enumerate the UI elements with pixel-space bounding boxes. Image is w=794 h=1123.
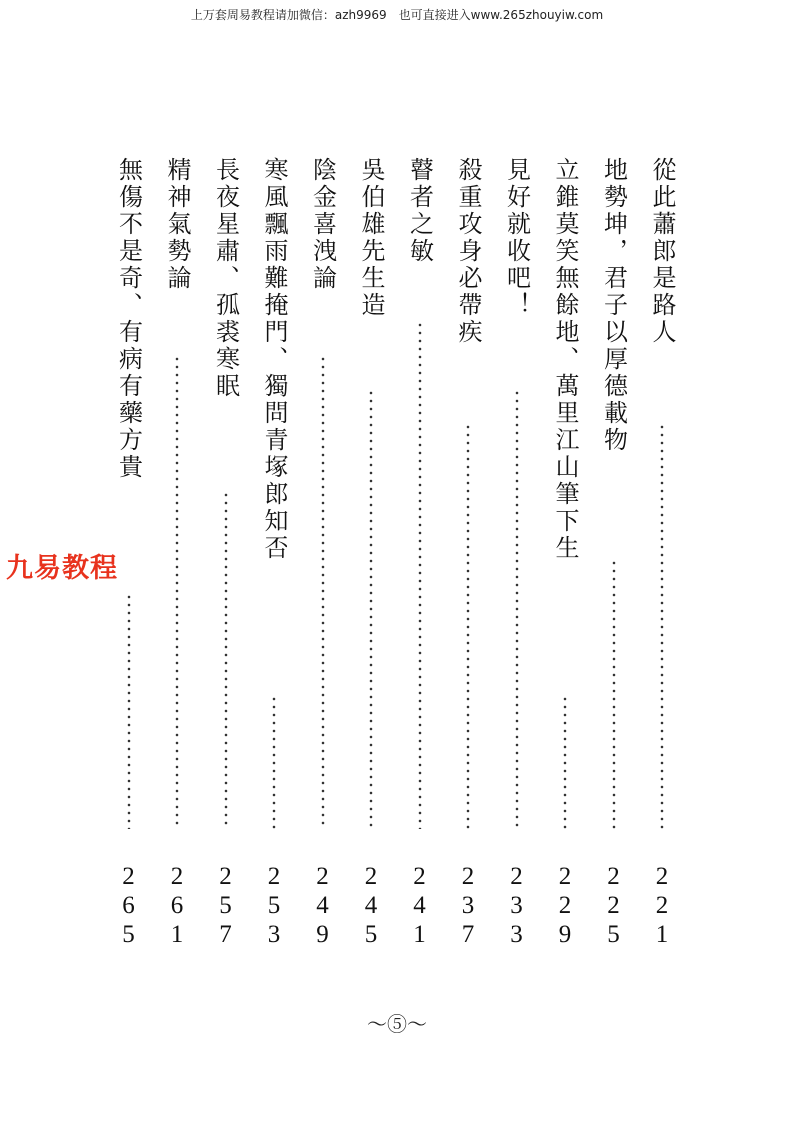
page-digit: 5 — [219, 892, 232, 919]
page-digit: 9 — [558, 921, 572, 948]
toc-entry-title: 立錐莫笑無餘地、萬里江山筆下生 — [551, 157, 579, 562]
toc-entry-page-number — [451, 862, 485, 949]
page-digit: 4 — [364, 892, 378, 919]
toc-entry — [403, 157, 437, 947]
toc-dot-leader — [514, 389, 520, 829]
toc-entry-title: 殺重攻身必帶疾 — [454, 157, 482, 346]
toc-entry-title: 地勢坤，君子以厚德載物 — [599, 157, 628, 454]
page-digit: 7 — [461, 921, 475, 948]
page-number-footer: ～⑤～ — [367, 1012, 427, 1036]
page-digit: 9 — [316, 921, 329, 948]
toc-entry-page-number — [209, 862, 243, 949]
page-digit: 2 — [510, 863, 523, 890]
watermark-logo: 九易教程 — [6, 553, 118, 584]
page-digit: 2 — [461, 863, 475, 890]
toc-dot-leader — [223, 491, 229, 829]
toc-entry-page-number — [160, 862, 194, 949]
page-digit: 2 — [558, 892, 572, 919]
page-digit: 5 — [122, 921, 135, 948]
toc-entry-page-number — [112, 862, 146, 949]
toc-entry — [451, 157, 485, 947]
page-digit: 5 — [607, 921, 620, 948]
page-digit: 2 — [607, 863, 620, 890]
toc-entry — [209, 157, 243, 947]
toc-dot-leader — [417, 321, 423, 829]
toc-entry — [548, 157, 582, 947]
toc-entry-page-number — [500, 862, 534, 949]
toc-entry-title: 瞽者之敏 — [405, 157, 434, 265]
toc-entry-title: 吳伯雄先生造 — [357, 157, 385, 319]
page-digit: 2 — [122, 863, 135, 890]
page-digit: 2 — [219, 863, 232, 890]
toc-entry-title: 無傷不是奇、有病有藥方貴 — [114, 157, 143, 481]
toc-dot-leader — [659, 423, 665, 829]
page-digit: 2 — [267, 863, 281, 890]
page-digit: 2 — [558, 863, 572, 890]
toc-dot-leader — [562, 695, 568, 829]
toc-entry-page-number — [257, 862, 291, 949]
page-digit: 2 — [607, 892, 620, 919]
page-digit: 2 — [170, 863, 184, 890]
page-digit: 3 — [510, 921, 523, 948]
toc-entry-title: 見好就收吧！ — [502, 157, 531, 319]
page-header-banner: 上万套周易教程请加微信：azh9969 也可直接进入www.265zhouyiw.com — [190, 8, 604, 22]
page-digit: 3 — [510, 892, 523, 919]
toc-entry — [257, 157, 291, 947]
toc-entry — [160, 157, 194, 947]
page-digit: 3 — [461, 892, 475, 919]
toc-entry-page-number — [645, 862, 679, 949]
toc-entry-page-number — [597, 862, 631, 949]
page-digit: 5 — [364, 921, 378, 948]
page-digit: 2 — [413, 863, 426, 890]
toc-entry-page-number — [306, 862, 340, 949]
toc-entry — [597, 157, 631, 947]
page-digit: 4 — [316, 892, 329, 919]
toc-entry-title: 精神氣勢論 — [163, 157, 191, 292]
toc-entry — [354, 157, 388, 947]
page-digit: 2 — [364, 863, 378, 890]
toc-entry — [645, 157, 679, 947]
toc-dot-leader — [174, 355, 180, 829]
page-digit: 1 — [413, 921, 426, 948]
page-digit: 5 — [267, 892, 281, 919]
toc-entry-page-number — [354, 862, 388, 949]
page-digit: 6 — [122, 892, 135, 919]
toc-entry-title: 陰金喜洩論 — [308, 157, 337, 292]
toc-entry-title: 寒風飄雨難掩門、獨問青塚郎知否 — [260, 157, 288, 562]
toc-dot-leader — [465, 423, 471, 829]
page-digit: 1 — [655, 921, 669, 948]
toc-dot-leader — [611, 559, 617, 829]
page-digit: 3 — [267, 921, 281, 948]
toc-entry — [500, 157, 534, 947]
toc-dot-leader — [126, 593, 132, 829]
page-digit: 7 — [219, 921, 232, 948]
page-digit: 1 — [170, 921, 184, 948]
toc-entry-page-number — [548, 862, 582, 949]
toc-entry-title: 從此蕭郎是路人 — [648, 157, 676, 346]
toc-entry-title: 長夜星肅、孤裘寒眠 — [211, 157, 240, 400]
toc-dot-leader — [368, 389, 374, 829]
page-digit: 2 — [655, 863, 669, 890]
page-digit: 6 — [170, 892, 184, 919]
toc-entry — [306, 157, 340, 947]
toc-dot-leader — [271, 695, 277, 829]
page-digit: 2 — [655, 892, 669, 919]
toc-entry-page-number — [403, 862, 437, 949]
toc-dot-leader — [320, 355, 326, 829]
page-digit: 2 — [316, 863, 329, 890]
page-digit: 4 — [413, 892, 426, 919]
